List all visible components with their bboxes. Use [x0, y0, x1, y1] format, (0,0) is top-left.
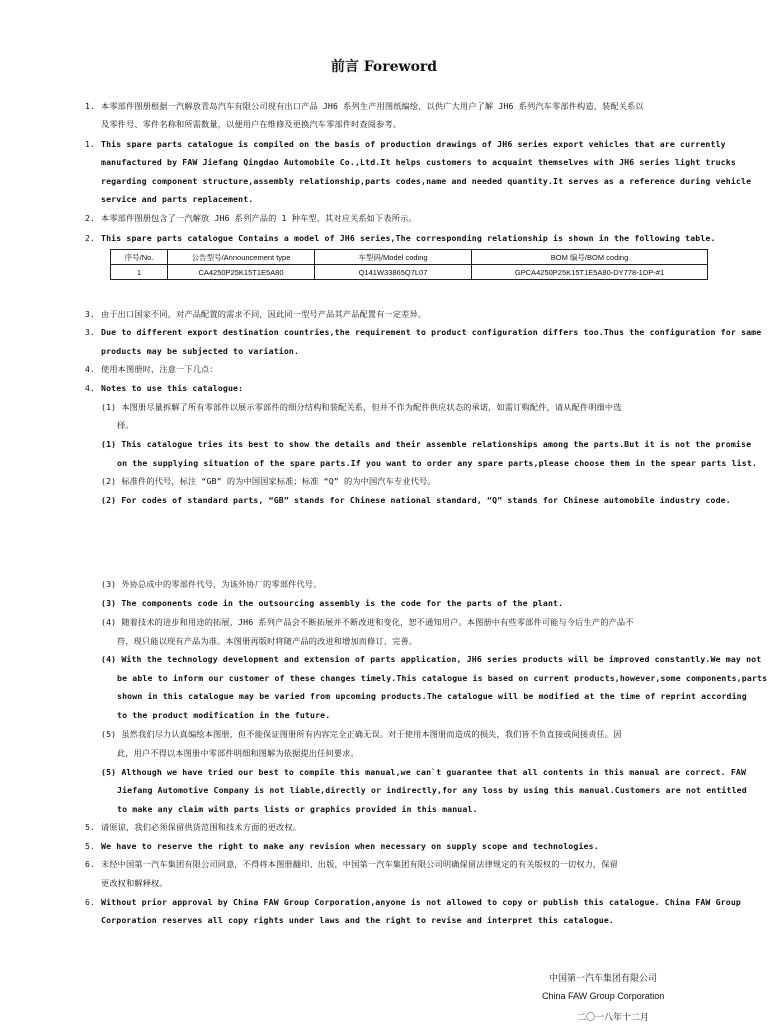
paragraph-line: Notes to use this catalogue: — [101, 383, 244, 393]
paragraph-line: 使用本图册时，注意一下几点： — [101, 364, 218, 374]
paragraph-line: (2) For codes of standard parts, “GB” stands for Chinese national standard, “Q” stands for Chinese automobile industry code. — [101, 495, 731, 505]
table-row — [111, 265, 708, 280]
table-cell: 1 — [111, 265, 168, 280]
table-header-cell: 序号/No. — [111, 250, 168, 265]
paragraph-line: (5) 虽然我们尽力认真编绘本图册，但不能保证图册所有内容完全正确无误。对于使用本图册而造成的损失，我们皆不负直接或间接责任。因 — [101, 729, 622, 739]
item-number: 6. — [85, 859, 95, 869]
table-cell: Q141W33865Q7L07 — [315, 265, 472, 280]
table-header-cell: 车型码/Model coding — [315, 250, 472, 265]
paragraph-line: (1) 本图册尽量拆解了所有零部件以展示零部件的细分结构和装配关系，但并不作为配件供应状态的承诺，如需订购配件，请从配件明细中选 — [101, 402, 622, 412]
paragraph-line: Due to different export destination countries,the requirement to product configuration differs too.Thus the configuration for same — [101, 327, 762, 337]
table-cell: CA4250P25K15T1E5A80 — [168, 265, 315, 280]
paragraph-line: on the supplying situation of the spare parts.If you want to order any spare parts,please choose them in the spear parts list. — [117, 458, 757, 468]
paragraph-line: 及零件号、零件名称和所需数量，以便用户在维修及更换汽车零部件时查阅参考。 — [101, 119, 402, 129]
item-number: 3. — [85, 327, 95, 337]
paragraph-line: service and parts replacement. — [101, 194, 254, 204]
signature-company-en: China FAW Group Corporation — [542, 991, 665, 1001]
item-number: 3. — [85, 309, 95, 319]
paragraph-line: 择。 — [117, 420, 134, 430]
paragraph-line: Jiefang Automotive Company is not liable,directly or indirectly,for any loss by using this manual.Customers are not entitled — [117, 785, 747, 795]
paragraph-line: (3) 外协总成中的零部件代号，为该外协厂的零部件代号。 — [101, 579, 322, 589]
paragraph-line: 未经中国第一汽车集团有限公司同意，不得将本图册翻印、出版，中国第一汽车集团有限公司明确保留法律规定的有关版权的一切权力，保留 — [101, 859, 618, 869]
item-number: 5. — [85, 822, 95, 832]
item-number: 5. — [85, 841, 95, 851]
signature-date: 二〇一八年十二月 — [577, 1012, 650, 1022]
paragraph-line: (3) The components code in the outsourcing assembly is the code for the parts of the plant. — [101, 598, 564, 608]
item-number: 1. — [85, 101, 95, 111]
item-number: 1. — [85, 139, 95, 149]
paragraph-line: (1) This catalogue tries its best to show the details and their assemble relationships among the parts.But it is not the promise — [101, 439, 752, 449]
paragraph-line: This spare parts catalogue is compiled on the basis of production drawings of JH6 series export vehicles that are currently — [101, 139, 726, 149]
paragraph-line: We have to reserve the right to make any revision when necessary on supply scope and technologies. — [101, 841, 599, 851]
table-header-cell: 公告型号/Announcement type — [168, 250, 315, 265]
paragraph-line: regarding component structure,assembly relationship,parts codes,name and needed quantity.It serves as a reference during vehicle — [101, 176, 752, 186]
paragraph-line: 本零部件图册根据一汽解放青岛汽车有限公司现有出口产品 JH6 系列生产用图纸编绘，以供广大用户了解 JH6 系列汽车零部件构造、装配关系以 — [101, 101, 644, 111]
paragraph-line: (4) With the technology development and extension of parts application, JH6 series products will be improved constantly.We may not — [101, 654, 762, 664]
item-number: 6. — [85, 897, 95, 907]
paragraph-line: products may be subjected to variation. — [101, 346, 300, 356]
paragraph-line: (5) Although we have tried our best to compile this manual,we can`t guarantee that all contents in this manual are correct. FAW — [101, 767, 747, 777]
paragraph-line: This spare parts catalogue Contains a model of JH6 series,The corresponding relationship is shown in the following table. — [101, 233, 716, 243]
table-cell: GPCA4250P25K15T1E5A80-DY778-1DP-#1 — [472, 265, 708, 280]
paragraph-line: 本零部件图册包含了一汽解放 JH6 系列产品的 1 种车型，其对应关系如下表所示。 — [101, 213, 417, 223]
page-title: 前言 Foreword — [330, 59, 438, 75]
item-number: 2. — [85, 233, 95, 243]
paragraph-line: Without prior approval by China FAW Group Corporation,anyone is not allowed to copy or publish this catalogue. China FAW Group — [101, 897, 741, 907]
paragraph-line: manufactured by FAW Jiefang Qingdao Automobile Co.,Ltd.It helps customers to acquaint themselves with JH6 series light trucks — [101, 157, 736, 167]
model-table — [110, 249, 708, 280]
signature-company-cn: 中国第一汽车集团有限公司 — [549, 973, 658, 983]
paragraph-line: be able to inform our customer of these changes timely.This catalogue is based on current products,however,some components,parts — [117, 673, 768, 683]
paragraph-line: 请原谅，我们必须保留供货范围和技术方面的更改权。 — [101, 822, 302, 832]
item-number: 2. — [85, 213, 95, 223]
paragraph-line: 此，用户不得以本图册中零部件明细和图解为依据提出任何要求。 — [117, 748, 359, 758]
paragraph-line: shown in this catalogue may be varied from upcoming products.The catalogue will be modified at the time of reprint according — [117, 691, 747, 701]
paragraph-line: (2) 标准件的代号，标注 “GB” 的为中国国家标准；标准 “Q” 的为中国汽车专业代号。 — [101, 476, 436, 486]
paragraph-line: 更改权和解释权。 — [101, 878, 168, 888]
paragraph-line: Corporation reserves all copy rights under laws and the right to revise and interpret this catalogue. — [101, 915, 615, 925]
paragraph-line: to make any claim with parts lists or graphics provided in this manual. — [117, 804, 478, 814]
paragraph-line: to the product modification in the future. — [117, 710, 331, 720]
item-number: 4. — [85, 364, 95, 374]
paragraph-line: (4) 随着技术的进步和用途的拓展，JH6 系列产品会不断拓展并不断改进和变化，恕不通知用户。本图册中有些零部件可能与今后生产的产品不 — [101, 617, 634, 627]
paragraph-line: 由于出口国家不同，对产品配置的需求不同，因此同一型号产品其产品配置有一定差异。 — [101, 309, 427, 319]
table-header-cell: BOM 编号/BOM coding — [472, 250, 708, 265]
paragraph-line: 符，现只能以现有产品为准。本图册再版时将随产品的改进和增加而修订、完善。 — [117, 636, 418, 646]
item-number: 4. — [85, 383, 95, 393]
table-header-row — [111, 250, 708, 265]
